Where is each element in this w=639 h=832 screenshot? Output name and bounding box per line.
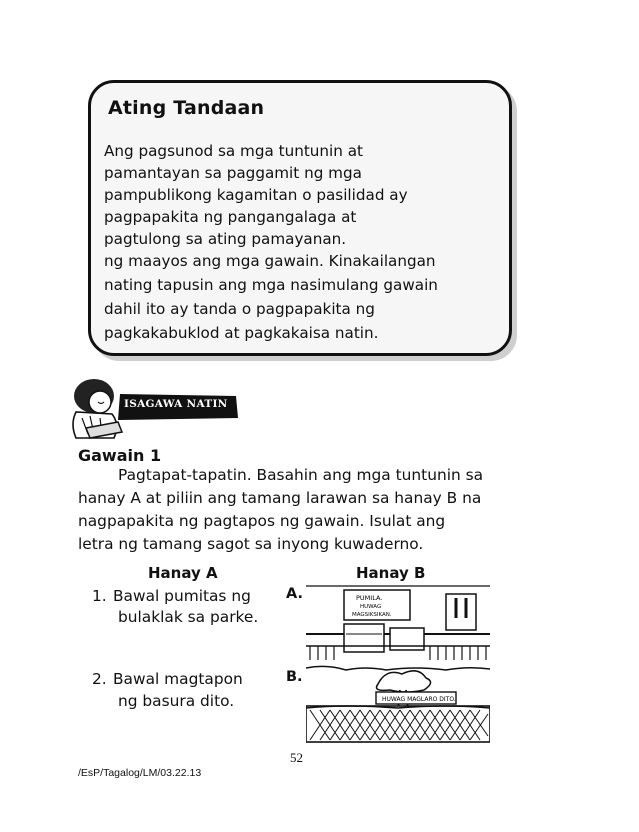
item-text: Bawal pumitas ng	[113, 587, 251, 605]
gawain-line: Pagtapat-tapatin. Basahin ang mga tuntunin sa	[118, 466, 484, 484]
tandaan-line: pagpapakita ng pangangalaga at	[104, 208, 357, 226]
tandaan-line: pagtulong sa ating pamayanan.	[104, 230, 347, 248]
tandaan-line: pampublikong kagamitan o pasilidad ay	[104, 186, 408, 204]
svg-text:HUWAG MAGLARO DITO.: HUWAG MAGLARO DITO.	[382, 696, 456, 703]
svg-text:HUWAG: HUWAG	[360, 604, 382, 610]
hanay-b-header: Hanay B	[356, 564, 426, 582]
tandaan-line: nating tapusin ang mga nasimulang gawain	[104, 276, 438, 294]
picture-a-queue-counter	[306, 584, 490, 662]
reading-child-icon	[73, 379, 122, 438]
choice-letter: A.	[286, 586, 303, 602]
banner-label: ISAGAWA NATIN	[124, 398, 228, 410]
footer-code: /EsP/Tagalog/LM/03.22.13	[78, 767, 202, 779]
gawain-line: nagpapakita ng pagtapos ng gawain. Isulat ang	[78, 512, 446, 530]
item-number: 2.	[92, 670, 107, 688]
tandaan-line: pagkakabuklod at pagkakaisa natin.	[104, 324, 379, 342]
page-number: 52	[290, 750, 303, 765]
choice-letter: B.	[286, 669, 303, 685]
tandaan-line: ng maayos ang mga gawain. Kinakailangan	[104, 252, 436, 270]
gawain-title: Gawain 1	[78, 446, 162, 465]
cabinet	[446, 594, 476, 630]
hanay-a-header: Hanay A	[148, 564, 218, 582]
picture-b-park-sign	[306, 664, 490, 746]
svg-text:PUMILA.: PUMILA.	[356, 594, 383, 602]
gawain-line: letra ng tamang sagot sa inyong kuwaderno.	[78, 535, 424, 553]
tandaan-title: Ating Tandaan	[108, 97, 265, 119]
gawain-line: hanay A at piliin ang tamang larawan sa hanay B na	[78, 489, 482, 507]
counter-box	[344, 624, 384, 652]
item-text: bulaklak sa parke.	[118, 608, 259, 626]
tandaan-line: pamantayan sa paggamit ng mga	[104, 164, 362, 182]
item-text: ng basura dito.	[118, 692, 235, 710]
item-number: 1.	[92, 587, 107, 605]
item-text: Bawal magtapon	[113, 670, 243, 688]
svg-text:MAGSIKSIKAN.: MAGSIKSIKAN.	[352, 612, 392, 618]
tandaan-line: dahil ito ay tanda o pagpapakita ng	[104, 300, 375, 318]
tandaan-line: Ang pagsunod sa mga tuntunin at	[104, 142, 363, 160]
